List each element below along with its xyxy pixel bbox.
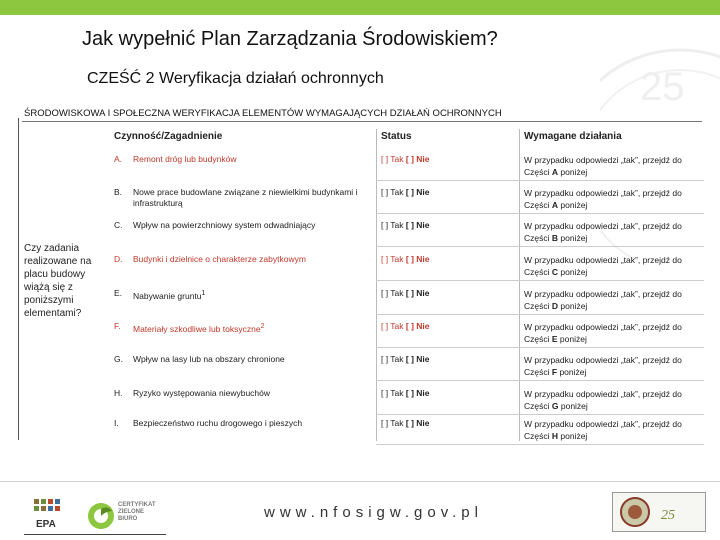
row-activity xyxy=(133,220,391,231)
status-no[interactable]: [ ] Nie xyxy=(405,154,430,164)
row-status[interactable] xyxy=(381,220,430,230)
action-text-end: poniżej xyxy=(558,401,588,411)
green-office-label-line: ZIELONE xyxy=(118,509,145,515)
row-required-action xyxy=(524,254,709,278)
status-no[interactable]: [ ] Nie xyxy=(405,354,430,364)
status-yes[interactable]: [ ] Tak xyxy=(381,254,404,264)
slide-title: Jak wypełnić Plan Zarządzania Środowiskiem? xyxy=(82,28,498,50)
anniversary-logo-number: 25 xyxy=(661,508,675,523)
action-text-end: poniżej xyxy=(558,167,588,177)
action-part-letter: F xyxy=(551,367,558,377)
row-status[interactable] xyxy=(381,388,430,398)
row-divider xyxy=(519,444,704,445)
footnote-marker: 1 xyxy=(201,290,206,297)
row-required-action xyxy=(524,288,709,312)
row-divider xyxy=(376,314,519,315)
footnote-marker: 2 xyxy=(260,323,265,330)
epa-logo-text: EPA xyxy=(36,519,56,530)
row-activity-text: Bezpieczeństwo ruchu drogowego i pieszych xyxy=(133,418,303,428)
row-divider xyxy=(519,213,704,214)
row-divider xyxy=(519,280,704,281)
status-yes[interactable]: [ ] Tak xyxy=(381,154,404,164)
row-required-action xyxy=(524,220,709,244)
row-activity xyxy=(133,288,391,302)
table-row xyxy=(22,183,704,216)
action-text: W przypadku odpowiedzi „tak”, przejdź do Części xyxy=(524,355,682,377)
action-text: W przypadku odpowiedzi „tak”, przejdź do Części xyxy=(524,188,682,210)
document-left-border xyxy=(18,118,19,440)
row-letter: F. xyxy=(114,321,121,331)
column-header-activity: Czynność/Zagadnienie xyxy=(114,131,223,142)
table-row xyxy=(22,317,704,350)
status-yes[interactable]: [ ] Tak xyxy=(381,220,404,230)
action-text-end: poniżej xyxy=(558,431,588,441)
action-part-letter: B xyxy=(551,233,559,243)
table-row xyxy=(22,284,704,317)
row-activity-text: Nowe prace budowlane związane z niewielkimi budynkami i infrastrukturą xyxy=(133,187,358,208)
anniversary-logo xyxy=(612,492,706,532)
row-activity-text: Materiały szkodliwe lub toksyczne xyxy=(133,323,261,334)
row-letter: A. xyxy=(114,154,123,164)
row-status[interactable] xyxy=(381,187,430,197)
table-row xyxy=(22,384,704,417)
table-row xyxy=(22,216,704,249)
green-office-label xyxy=(118,502,156,523)
action-text-end: poniżej xyxy=(557,367,587,377)
row-activity-text: Wpływ na powierzchniowy system odwadniający xyxy=(133,220,316,230)
status-no[interactable]: [ ] Nie xyxy=(405,321,430,331)
table-row xyxy=(22,414,704,447)
status-no[interactable]: [ ] Nie xyxy=(405,418,430,428)
table-row xyxy=(22,150,704,183)
column-header-status: Status xyxy=(381,131,412,142)
slide-subtitle: CZEŚĆ 2 Weryfikacja działań ochronnych xyxy=(87,70,384,87)
status-yes[interactable]: [ ] Tak xyxy=(381,288,404,298)
question-label: Czy zadania realizowane na placu budowy wiążą się z poniższymi elementami? xyxy=(24,243,92,319)
row-activity-text: Nabywanie gruntu xyxy=(133,290,202,301)
action-text-end: poniżej xyxy=(558,200,588,210)
row-activity xyxy=(133,254,391,265)
row-status[interactable] xyxy=(381,254,430,264)
row-activity xyxy=(133,354,391,365)
action-text-end: poniżej xyxy=(558,233,588,243)
row-required-action xyxy=(524,321,709,345)
row-activity-text: Remont dróg lub budynków xyxy=(133,154,237,164)
column-header-actions: Wymagane działania xyxy=(524,131,622,142)
row-letter: I. xyxy=(114,418,119,428)
action-text: W przypadku odpowiedzi „tak”, przejdź do Części xyxy=(524,322,682,344)
action-part-letter: A xyxy=(551,167,559,177)
row-divider xyxy=(376,347,519,348)
row-required-action xyxy=(524,354,709,378)
row-letter: B. xyxy=(114,187,123,197)
row-required-action xyxy=(524,418,709,442)
footer-divider xyxy=(0,481,720,482)
status-yes[interactable]: [ ] Tak xyxy=(381,418,404,428)
status-yes[interactable]: [ ] Tak xyxy=(381,388,404,398)
action-text: W przypadku odpowiedzi „tak”, przejdź do Części xyxy=(524,221,682,243)
row-divider xyxy=(519,180,704,181)
status-no[interactable]: [ ] Nie xyxy=(405,187,430,197)
row-divider xyxy=(376,246,519,247)
status-no[interactable]: [ ] Nie xyxy=(405,388,430,398)
row-divider xyxy=(519,380,704,381)
row-letter: C. xyxy=(114,220,123,230)
status-yes[interactable]: [ ] Tak xyxy=(381,354,404,364)
section-divider xyxy=(22,121,702,122)
green-office-label-line: CERTYFIKAT xyxy=(118,502,156,508)
action-text: W przypadku odpowiedzi „tak”, przejdź do Części xyxy=(524,155,682,177)
row-status[interactable] xyxy=(381,288,430,298)
row-divider xyxy=(376,213,519,214)
row-activity xyxy=(133,388,391,399)
row-letter: H. xyxy=(114,388,123,398)
top-accent-bar xyxy=(0,0,720,15)
row-activity xyxy=(133,418,391,429)
table-row xyxy=(22,350,704,383)
action-text: W przypadku odpowiedzi „tak”, przejdź do Części xyxy=(524,389,682,411)
action-part-letter: A xyxy=(551,200,559,210)
row-divider xyxy=(519,347,704,348)
row-activity xyxy=(133,321,391,335)
row-divider xyxy=(376,280,519,281)
row-letter: E. xyxy=(114,288,123,298)
status-no[interactable]: [ ] Nie xyxy=(405,220,430,230)
status-yes[interactable]: [ ] Tak xyxy=(381,187,404,197)
row-status[interactable] xyxy=(381,154,430,164)
row-status[interactable] xyxy=(381,321,430,331)
row-required-action xyxy=(524,154,709,178)
document-section-header: ŚRODOWISKOWA I SPOŁECZNA WERYFIKACJA ELEMENTÓW WYMAGAJĄCYCH DZIAŁAŃ OCHRONNYCH xyxy=(24,108,502,119)
status-yes[interactable]: [ ] Tak xyxy=(381,321,404,331)
status-no[interactable]: [ ] Nie xyxy=(405,288,430,298)
row-activity-text: Budynki i dzielnice o charakterze zabytkowym xyxy=(133,254,306,264)
row-activity-text: Wpływ na lasy lub na obszary chronione xyxy=(133,354,285,364)
row-divider xyxy=(519,246,704,247)
action-text: W przypadku odpowiedzi „tak”, przejdź do Części xyxy=(524,289,682,311)
status-no[interactable]: [ ] Nie xyxy=(405,254,430,264)
action-text-end: poniżej xyxy=(558,301,588,311)
website-url[interactable]: www.nfosigw.gov.pl xyxy=(264,504,483,521)
row-letter: D. xyxy=(114,254,123,264)
action-part-letter: H xyxy=(551,431,559,441)
action-part-letter: E xyxy=(551,334,558,344)
action-part-letter: D xyxy=(551,301,559,311)
action-text: W przypadku odpowiedzi „tak”, przejdź do Części xyxy=(524,255,682,277)
row-divider xyxy=(376,180,519,181)
row-status[interactable] xyxy=(381,354,430,364)
row-activity xyxy=(133,154,391,165)
action-text: W przypadku odpowiedzi „tak”, przejdź do Części xyxy=(524,419,682,441)
action-text-end: poniżej xyxy=(558,267,588,277)
action-text-end: poniżej xyxy=(557,334,587,344)
row-divider xyxy=(376,380,519,381)
action-part-letter: C xyxy=(551,267,559,277)
row-status[interactable] xyxy=(381,418,430,428)
epa-logo xyxy=(30,497,70,537)
action-part-letter: G xyxy=(551,401,559,411)
row-divider xyxy=(519,314,704,315)
footer-underline xyxy=(24,534,166,535)
row-activity-text: Ryzyko występowania niewybuchów xyxy=(133,388,271,398)
row-required-action xyxy=(524,388,709,412)
row-letter: G. xyxy=(114,354,123,364)
table-row xyxy=(22,250,704,283)
row-required-action xyxy=(524,187,709,211)
watermark-number: 25 xyxy=(640,65,685,109)
row-activity xyxy=(133,187,391,209)
green-office-label-line: BIURO xyxy=(118,516,138,522)
row-divider xyxy=(376,444,519,445)
